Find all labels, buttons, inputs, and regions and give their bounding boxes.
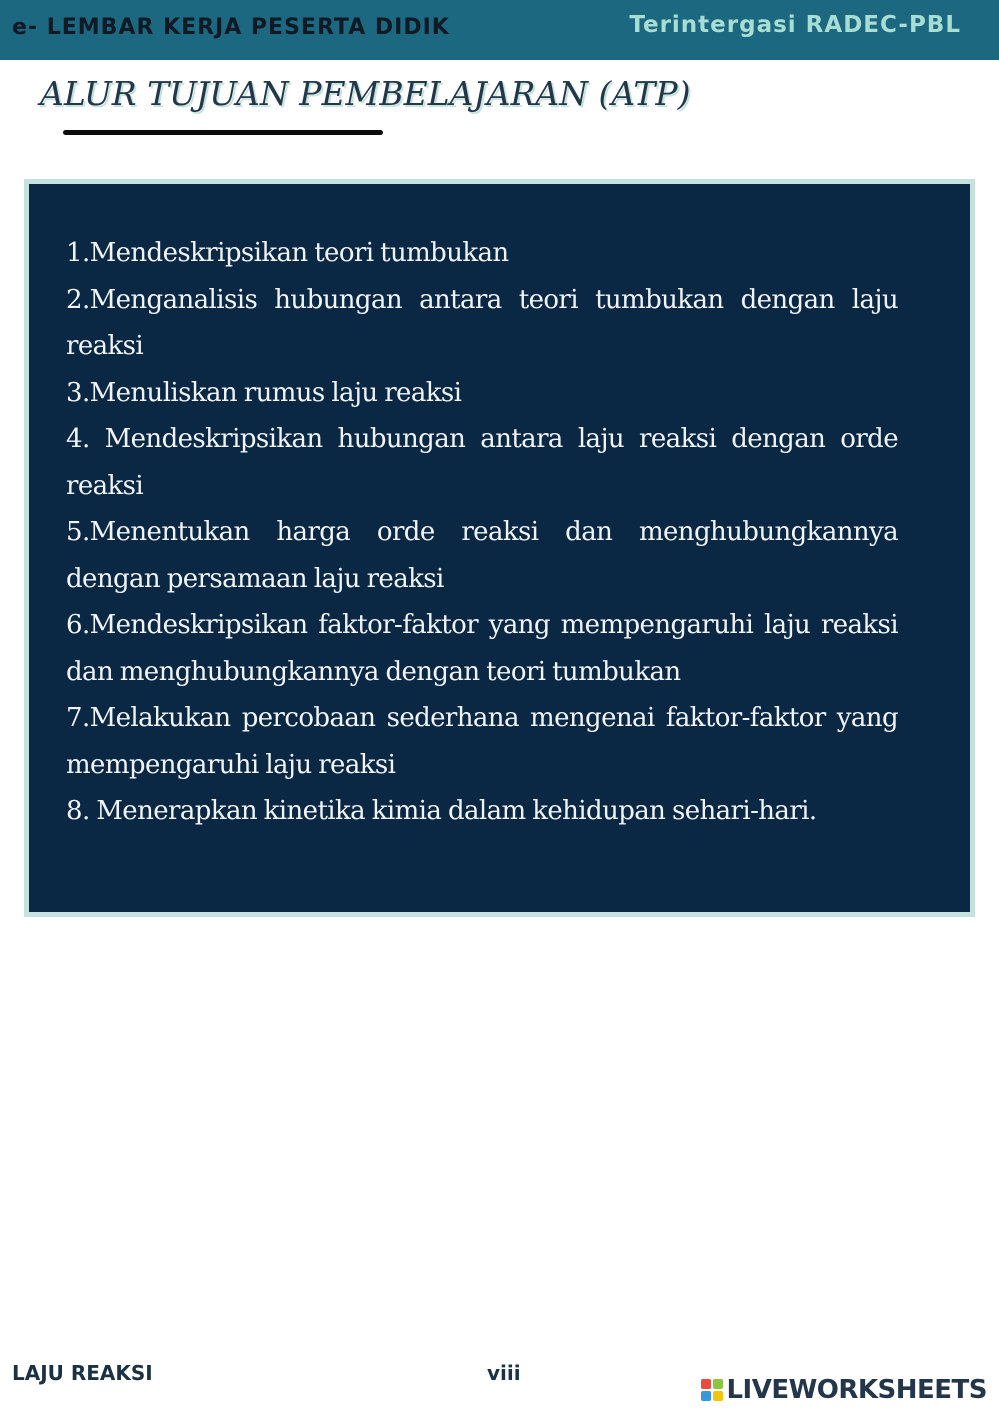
- liveworksheets-brand[interactable]: [701, 1375, 987, 1405]
- atp-box: [24, 179, 975, 917]
- brand-text: LIVEWORKSHEETS: [726, 1375, 987, 1405]
- atp-item-1: 1.Mendeskripsikan teori tumbukan: [66, 238, 509, 268]
- logo-square-red: [701, 1379, 711, 1389]
- atp-item-2: 2.Menganalisis hubungan antara teori tumbukan dengan laju reaksi: [66, 284, 898, 361]
- atp-item-3: 3.Menuliskan rumus laju reaksi: [66, 377, 462, 408]
- atp-item-6: 6.Mendeskripsikan faktor-faktor yang mempengaruhi laju reaksi dan menghubungkannya dengan teori tumbukan: [66, 610, 898, 687]
- page-title: ALUR TUJUAN PEMBELAJARAN (ATP): [40, 74, 691, 113]
- header-right-title: Terintergasi RADEC-PBL: [629, 12, 961, 38]
- logo-square-green: [713, 1379, 723, 1389]
- atp-list: [66, 230, 898, 835]
- atp-item-7: 7.Melakukan percobaan sederhana mengenai faktor-faktor yang mempengaruhi laju reaksi: [66, 703, 898, 780]
- header-left-title: e- LEMBAR KERJA PESERTA DIDIK: [12, 15, 450, 40]
- logo-square-blue: [701, 1391, 711, 1401]
- atp-item-5: 5.Menentukan harga orde reaksi dan menghubungkannya dengan persamaan laju reaksi: [66, 517, 898, 594]
- page-number: viii: [487, 1361, 521, 1385]
- atp-box-inner: [29, 184, 970, 912]
- logo-square-yellow: [713, 1391, 723, 1401]
- atp-item-4: 4. Mendeskripsikan hubungan antara laju reaksi dengan orde reaksi: [66, 424, 898, 501]
- header-band: [0, 0, 999, 60]
- footer-topic: LAJU REAKSI: [12, 1361, 153, 1385]
- atp-item-8: 8. Menerapkan kinetika kimia dalam kehidupan sehari-hari.: [66, 796, 817, 826]
- title-underline: [63, 130, 383, 135]
- liveworksheets-logo-icon: [701, 1379, 723, 1401]
